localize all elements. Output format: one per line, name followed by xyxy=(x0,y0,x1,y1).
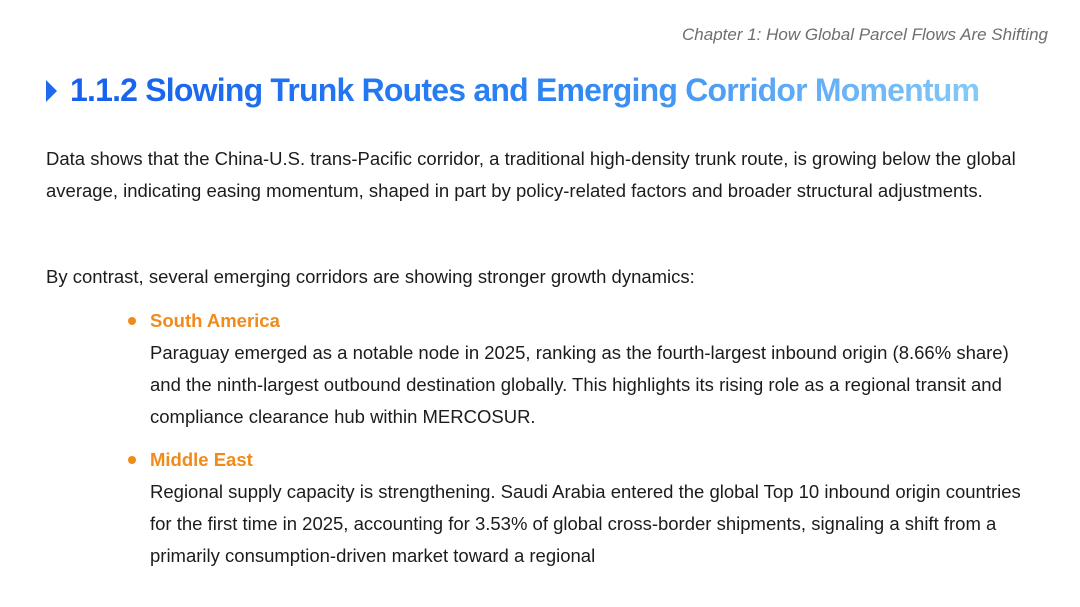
bullet-title: South America xyxy=(150,310,280,331)
intro-paragraph: Data shows that the China-U.S. trans-Pacific corridor, a traditional high-density trunk route, is growing below the global average, indicating easing momentum, shaped in part by policy-related factors and broader structural adjustments. xyxy=(46,148,1016,201)
bullet-item-middle-east xyxy=(128,444,1043,572)
contrast-paragraph: By contrast, several emerging corridors are showing stronger growth dynamics: xyxy=(46,266,695,287)
bullet-dot-icon xyxy=(128,317,136,325)
bullet-title: Middle East xyxy=(150,449,253,470)
section-heading xyxy=(46,72,979,109)
bullet-dot-icon xyxy=(128,456,136,464)
chapter-header: Chapter 1: How Global Parcel Flows Are Shifting xyxy=(682,25,1048,44)
bullet-body: Paraguay emerged as a notable node in 2025, ranking as the fourth-largest inbound origin (8.66% share) and the ninth-largest outbound destination globally. This highlights its rising role as a regional transit and compliance clearance hub within MERCOSUR. xyxy=(150,342,1009,427)
bullet-item-south-america xyxy=(128,305,1043,433)
triangle-right-icon xyxy=(46,80,57,102)
bullet-body: Regional supply capacity is strengthening. Saudi Arabia entered the global Top 10 inbound origin countries for the first time in 2025, accounting for 3.53% of global cross-border shipments, signaling a shift from a primarily consumption-driven market toward a regional xyxy=(150,481,1021,566)
section-title: 1.1.2 Slowing Trunk Routes and Emerging Corridor Momentum xyxy=(70,72,980,108)
